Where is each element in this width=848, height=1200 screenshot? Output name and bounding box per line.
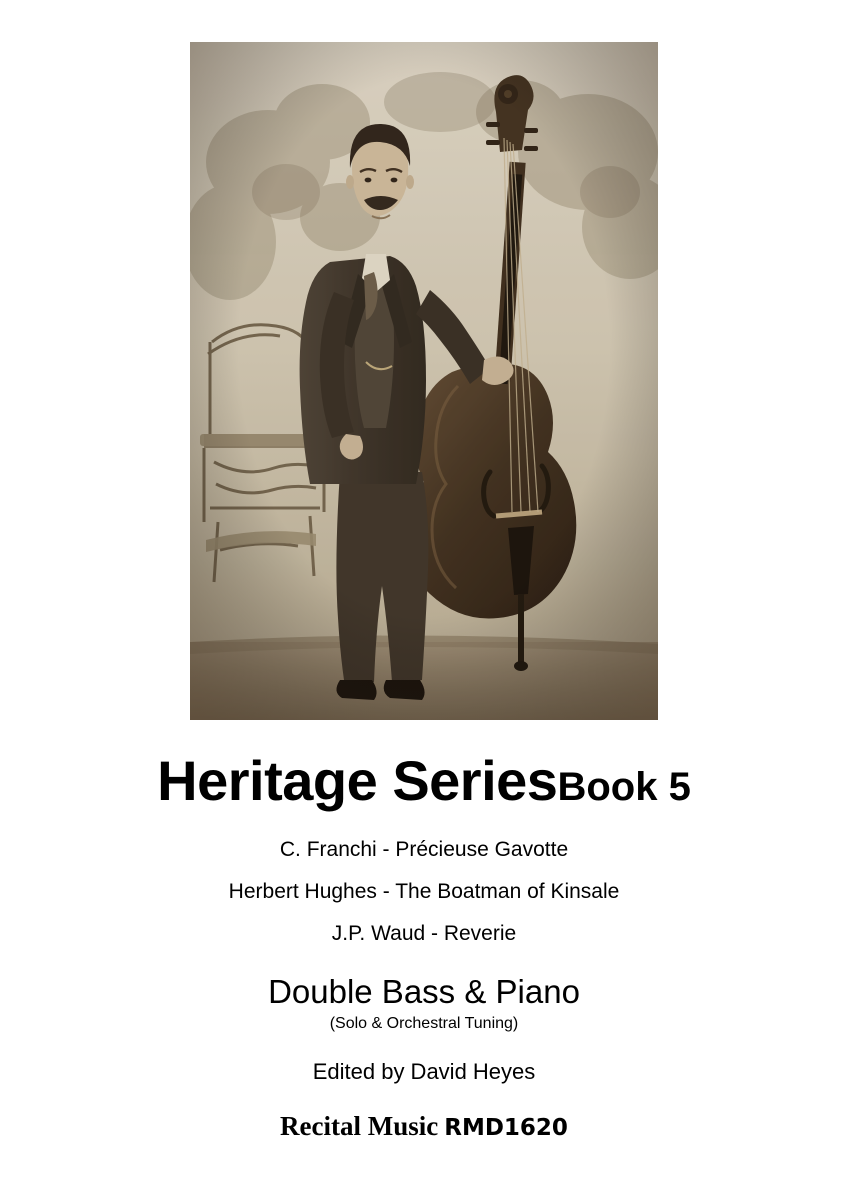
page-title	[0, 749, 848, 812]
series-title: Heritage Series	[157, 749, 558, 812]
instrumentation-main: Double Bass & Piano	[268, 972, 580, 1010]
photograph-illustration	[190, 42, 658, 720]
list-item: Herbert Hughes - The Boatman of Kinsale	[228, 879, 620, 903]
instrumentation-sub: (Solo & Orchestral Tuning)	[329, 1015, 519, 1033]
list-item: C. Franchi - Précieuse Gavotte	[279, 837, 569, 861]
contents-list	[0, 839, 848, 944]
publisher-name: Recital Music	[280, 1111, 439, 1142]
title-block	[0, 749, 848, 812]
list-item: J.P. Waud - Reverie	[331, 921, 517, 945]
instrumentation	[268, 974, 580, 1033]
cover-photograph	[190, 42, 658, 720]
book-number: Book 5	[557, 765, 691, 809]
catalogue-number: RMD1620	[444, 1115, 568, 1142]
editor-credit: Edited by David Heyes	[312, 1059, 536, 1085]
publisher-line	[280, 1111, 568, 1142]
